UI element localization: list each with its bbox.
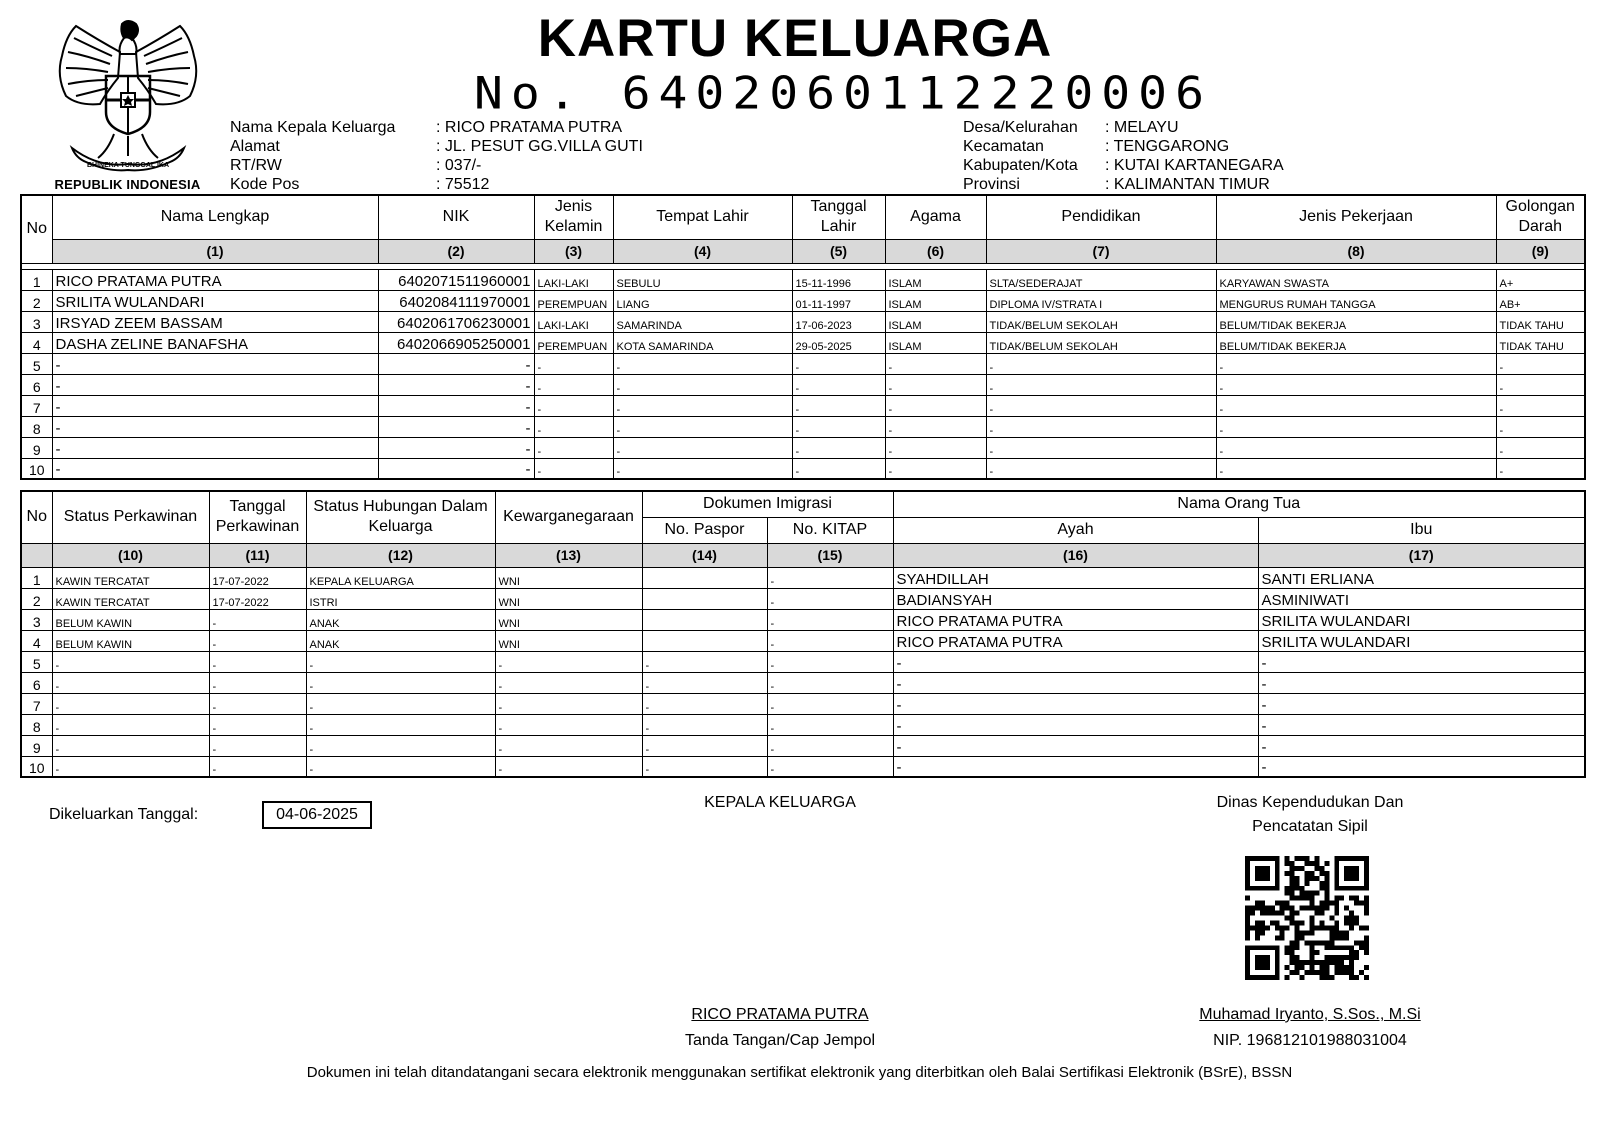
table-cell: - <box>767 609 893 630</box>
table-cell: 5 <box>21 353 52 374</box>
table-cell <box>642 630 767 651</box>
table-cell: - <box>306 735 495 756</box>
table-cell: - <box>306 756 495 777</box>
table-row <box>21 588 1585 609</box>
column-header: Dokumen Imigrasi <box>642 491 893 517</box>
table-cell: - <box>642 756 767 777</box>
table-cell: - <box>378 395 534 416</box>
table-cell: SRILITA WULANDARI <box>1258 630 1585 651</box>
info-row <box>230 118 643 137</box>
table-cell: - <box>885 416 986 437</box>
head-title: KEPALA KELUARGA <box>704 794 856 811</box>
table-cell: - <box>378 416 534 437</box>
table-row <box>21 458 1585 479</box>
table-cell: ISLAM <box>885 311 986 332</box>
column-header: No. KITAP <box>767 517 893 543</box>
column-header: Golongan Darah <box>1496 195 1585 239</box>
table-cell: ISTRI <box>306 588 495 609</box>
table-cell: - <box>893 651 1258 672</box>
table-row <box>21 630 1585 651</box>
table-row <box>21 672 1585 693</box>
info-value: : 037/- <box>436 157 482 174</box>
table-cell: - <box>613 458 792 479</box>
table-cell: SEBULU <box>613 269 792 290</box>
table-cell: 9 <box>21 437 52 458</box>
table-cell: - <box>767 588 893 609</box>
office-line2: Pencatatan Sipil <box>1252 818 1368 835</box>
table-cell: - <box>495 672 642 693</box>
info-value: : TENGGARONG <box>1105 138 1230 155</box>
column-header: Pendidikan <box>986 195 1216 239</box>
emblem-caption: REPUBLIK INDONESIA <box>54 177 201 192</box>
table-row <box>21 311 1585 332</box>
column-header: Tanggal Lahir <box>792 195 885 239</box>
table-cell: - <box>1496 395 1585 416</box>
column-header: Status Perkawinan <box>52 491 209 543</box>
table-cell: 10 <box>21 756 52 777</box>
table-cell: TIDAK TAHU <box>1496 332 1585 353</box>
table-cell: - <box>378 458 534 479</box>
table-cell: - <box>306 672 495 693</box>
table-cell: RICO PRATAMA PUTRA <box>52 269 378 290</box>
table-cell: - <box>893 735 1258 756</box>
head-name: RICO PRATAMA PUTRA <box>691 1006 869 1023</box>
info-label: RT/RW <box>230 157 282 174</box>
table-cell: 8 <box>21 416 52 437</box>
table-cell: ISLAM <box>885 269 986 290</box>
column-number: (11) <box>209 543 306 567</box>
table-cell: - <box>52 714 209 735</box>
table-cell: - <box>1216 395 1496 416</box>
table-cell: PEREMPUAN <box>534 332 613 353</box>
column-number: (1) <box>52 239 378 263</box>
info-label: Nama Kepala Keluarga <box>230 119 396 136</box>
column-header: Agama <box>885 195 986 239</box>
table-cell: - <box>534 374 613 395</box>
official-nip: NIP. 196812101988031004 <box>1213 1032 1407 1049</box>
column-number: (8) <box>1216 239 1496 263</box>
table-cell: - <box>767 693 893 714</box>
info-row <box>963 175 1284 194</box>
table-cell: - <box>534 458 613 479</box>
table-cell: DASHA ZELINE BANAFSHA <box>52 332 378 353</box>
table-row <box>21 395 1585 416</box>
table-cell: TIDAK/BELUM SEKOLAH <box>986 311 1216 332</box>
info-value: : KALIMANTAN TIMUR <box>1105 176 1270 193</box>
table-row <box>21 290 1585 311</box>
column-number: (10) <box>52 543 209 567</box>
table-row <box>21 609 1585 630</box>
table-cell: - <box>495 714 642 735</box>
table-cell <box>642 609 767 630</box>
table-cell: KAWIN TERCATAT <box>52 588 209 609</box>
column-number: (9) <box>1496 239 1585 263</box>
table-cell: - <box>209 630 306 651</box>
table-row <box>21 756 1585 777</box>
emblem-motto: BHINEKA TUNGGAL IKA <box>86 162 170 169</box>
table-cell: - <box>792 416 885 437</box>
table-cell: - <box>986 374 1216 395</box>
table-cell: 7 <box>21 693 52 714</box>
column-header: Ibu <box>1258 517 1585 543</box>
table-cell: 6 <box>21 374 52 395</box>
table-cell: - <box>642 651 767 672</box>
table-cell: - <box>209 672 306 693</box>
column-number: (15) <box>767 543 893 567</box>
table-cell: - <box>209 714 306 735</box>
table-cell: - <box>495 651 642 672</box>
table-cell: - <box>767 756 893 777</box>
table-cell: 29-05-2025 <box>792 332 885 353</box>
table-cell: - <box>792 437 885 458</box>
table-cell: - <box>767 630 893 651</box>
header-row <box>21 195 1585 239</box>
table-cell: - <box>1258 693 1585 714</box>
table-row <box>21 374 1585 395</box>
table-cell: - <box>893 693 1258 714</box>
info-label: Kecamatan <box>963 138 1044 155</box>
column-number: (5) <box>792 239 885 263</box>
table-cell: - <box>1258 672 1585 693</box>
info-value: : JL. PESUT GG.VILLA GUTI <box>436 138 643 155</box>
table-cell: - <box>1216 416 1496 437</box>
info-row <box>963 137 1284 156</box>
table-cell: ANAK <box>306 630 495 651</box>
table-cell: - <box>52 693 209 714</box>
table-cell: - <box>495 693 642 714</box>
info-row <box>230 137 643 156</box>
table-row <box>21 567 1585 588</box>
table-cell: - <box>306 651 495 672</box>
qr-code-icon <box>1245 856 1369 980</box>
table-cell: - <box>209 756 306 777</box>
table-cell: - <box>885 353 986 374</box>
table-cell: - <box>642 714 767 735</box>
table-cell: SAMARINDA <box>613 311 792 332</box>
table-cell: - <box>1258 651 1585 672</box>
table-cell: AB+ <box>1496 290 1585 311</box>
table-cell: - <box>495 756 642 777</box>
status-table <box>20 490 1586 778</box>
table-cell: 2 <box>21 588 52 609</box>
table-cell: - <box>885 437 986 458</box>
table-cell: ISLAM <box>885 290 986 311</box>
table-cell: 15-11-1996 <box>792 269 885 290</box>
table-cell: - <box>986 437 1216 458</box>
table-cell: - <box>1258 714 1585 735</box>
column-number: (3) <box>534 239 613 263</box>
table-cell: - <box>792 353 885 374</box>
table-cell: WNI <box>495 630 642 651</box>
table-cell: 4 <box>21 630 52 651</box>
table-cell: - <box>767 672 893 693</box>
table-cell: - <box>52 374 378 395</box>
table-cell: - <box>209 651 306 672</box>
table-cell: WNI <box>495 588 642 609</box>
official-name: Muhamad Iryanto, S.Sos., M.Si <box>1199 1006 1421 1023</box>
document-title: KARTU KELUARGA <box>537 9 1053 68</box>
table-cell: - <box>534 395 613 416</box>
table-cell: - <box>1496 374 1585 395</box>
table-cell: - <box>52 756 209 777</box>
table-cell <box>642 588 767 609</box>
table-cell: SLTA/SEDERAJAT <box>986 269 1216 290</box>
table-cell: - <box>378 437 534 458</box>
table-cell: - <box>986 353 1216 374</box>
table-cell: - <box>52 416 378 437</box>
table-cell: - <box>613 353 792 374</box>
table-cell: 6402061706230001 <box>378 311 534 332</box>
table-cell: PEREMPUAN <box>534 290 613 311</box>
info-value: : KUTAI KARTANEGARA <box>1105 157 1284 174</box>
table-cell: - <box>52 458 378 479</box>
table-cell: - <box>986 416 1216 437</box>
column-number: (2) <box>378 239 534 263</box>
table-cell: - <box>1258 735 1585 756</box>
table-row <box>21 714 1585 735</box>
table-row <box>21 651 1585 672</box>
table-cell: - <box>893 756 1258 777</box>
table-cell: 9 <box>21 735 52 756</box>
issued-date: 04-06-2025 <box>262 801 372 829</box>
column-number: (13) <box>495 543 642 567</box>
table-cell: 01-11-1997 <box>792 290 885 311</box>
table-cell: BELUM/TIDAK BEKERJA <box>1216 311 1496 332</box>
table-cell: - <box>1496 458 1585 479</box>
info-left <box>230 118 643 194</box>
table-cell: 1 <box>21 269 52 290</box>
table-cell: - <box>893 672 1258 693</box>
column-number-row <box>21 543 1585 567</box>
table-cell: 3 <box>21 311 52 332</box>
table-cell: - <box>1496 353 1585 374</box>
table-cell: - <box>613 374 792 395</box>
table-row <box>21 332 1585 353</box>
table-cell: MENGURUS RUMAH TANGGA <box>1216 290 1496 311</box>
table-cell: - <box>885 395 986 416</box>
table-cell: - <box>378 353 534 374</box>
table-row <box>21 735 1585 756</box>
table-cell: - <box>52 735 209 756</box>
column-header: Tanggal Perkawinan <box>209 491 306 543</box>
table-cell: - <box>209 609 306 630</box>
table-cell: KEPALA KELUARGA <box>306 567 495 588</box>
table-cell: 4 <box>21 332 52 353</box>
table-cell: 6402066905250001 <box>378 332 534 353</box>
table-cell: BELUM KAWIN <box>52 630 209 651</box>
column-header: Nama Lengkap <box>52 195 378 239</box>
table-cell <box>642 567 767 588</box>
table-cell: 6402084111970001 <box>378 290 534 311</box>
column-number-row <box>21 239 1585 263</box>
table-cell: 2 <box>21 290 52 311</box>
table-cell: KOTA SAMARINDA <box>613 332 792 353</box>
table-cell: - <box>986 395 1216 416</box>
table-cell: - <box>1496 437 1585 458</box>
header-row <box>21 491 1585 517</box>
head-caption: Tanda Tangan/Cap Jempol <box>684 1032 876 1049</box>
column-number: (17) <box>1258 543 1585 567</box>
info-label: Kabupaten/Kota <box>963 157 1078 174</box>
office-line1: Dinas Kependudukan Dan <box>1216 794 1404 811</box>
table-row <box>21 269 1585 290</box>
table-cell: A+ <box>1496 269 1585 290</box>
column-header: Status Hubungan Dalam Keluarga <box>306 491 495 543</box>
table-row <box>21 353 1585 374</box>
column-number: (14) <box>642 543 767 567</box>
column-header: Ayah <box>893 517 1258 543</box>
info-label: Kode Pos <box>230 176 300 193</box>
table-cell: - <box>642 672 767 693</box>
table-cell: - <box>893 714 1258 735</box>
table-cell: - <box>1216 374 1496 395</box>
column-number: (12) <box>306 543 495 567</box>
table-cell: ASMINIWATI <box>1258 588 1585 609</box>
info-row <box>230 156 643 175</box>
table-cell: - <box>613 395 792 416</box>
table-cell: - <box>792 395 885 416</box>
table-cell: 6402071511960001 <box>378 269 534 290</box>
column-header: No <box>21 491 52 543</box>
family-card-number: No. 6402060112220006 <box>474 68 1212 120</box>
info-value: : 75512 <box>436 176 490 193</box>
column-number-blank <box>21 543 52 567</box>
table-cell: 10 <box>21 458 52 479</box>
issued-label: Dikeluarkan Tanggal: <box>49 806 199 823</box>
table-cell: - <box>1216 458 1496 479</box>
info-label: Alamat <box>230 138 280 155</box>
table-cell: - <box>306 693 495 714</box>
table-cell: SRILITA WULANDARI <box>52 290 378 311</box>
table-cell: IRSYAD ZEEM BASSAM <box>52 311 378 332</box>
table-cell: - <box>534 353 613 374</box>
table-cell: BELUM/TIDAK BEKERJA <box>1216 332 1496 353</box>
table-cell: KAWIN TERCATAT <box>52 567 209 588</box>
table-cell: BELUM KAWIN <box>52 609 209 630</box>
table-cell: - <box>1496 416 1585 437</box>
table-cell: - <box>792 458 885 479</box>
info-row <box>963 118 1284 137</box>
table-cell: - <box>306 714 495 735</box>
column-header: Nama Orang Tua <box>893 491 1585 517</box>
table-cell: - <box>209 735 306 756</box>
table-cell: - <box>792 374 885 395</box>
table-cell: - <box>495 735 642 756</box>
table-cell: - <box>52 437 378 458</box>
info-label: Desa/Kelurahan <box>963 119 1078 136</box>
info-value: : MELAYU <box>1105 119 1179 136</box>
table-cell: SYAHDILLAH <box>893 567 1258 588</box>
garuda-emblem <box>40 16 215 194</box>
table-cell: - <box>1216 437 1496 458</box>
table-cell: SANTI ERLIANA <box>1258 567 1585 588</box>
table-cell: - <box>767 735 893 756</box>
table-cell: ISLAM <box>885 332 986 353</box>
column-number: (6) <box>885 239 986 263</box>
table-cell: DIPLOMA IV/STRATA I <box>986 290 1216 311</box>
info-row <box>230 175 643 194</box>
table-cell: RICO PRATAMA PUTRA <box>893 609 1258 630</box>
table-cell: WNI <box>495 609 642 630</box>
table-cell: - <box>52 353 378 374</box>
table-cell: - <box>52 672 209 693</box>
table-cell: SRILITA WULANDARI <box>1258 609 1585 630</box>
column-number: (16) <box>893 543 1258 567</box>
table-cell: TIDAK/BELUM SEKOLAH <box>986 332 1216 353</box>
table-cell: - <box>613 416 792 437</box>
info-value: : RICO PRATAMA PUTRA <box>436 119 623 136</box>
table-cell: - <box>613 437 792 458</box>
table-cell: WNI <box>495 567 642 588</box>
info-label: Provinsi <box>963 176 1020 193</box>
column-header: No <box>21 195 52 263</box>
garuda-emblem-icon <box>48 16 208 176</box>
table-cell: 5 <box>21 651 52 672</box>
table-cell: - <box>1216 353 1496 374</box>
table-row <box>21 437 1585 458</box>
table-cell: - <box>52 395 378 416</box>
table-cell: - <box>885 458 986 479</box>
table-cell: - <box>642 735 767 756</box>
table-cell: ANAK <box>306 609 495 630</box>
table-cell: - <box>378 374 534 395</box>
info-right <box>963 118 1284 194</box>
table-cell: RICO PRATAMA PUTRA <box>893 630 1258 651</box>
column-header: Tempat Lahir <box>613 195 792 239</box>
table-cell: 17-06-2023 <box>792 311 885 332</box>
table-cell: - <box>52 651 209 672</box>
table-cell: - <box>767 567 893 588</box>
table-cell: 7 <box>21 395 52 416</box>
column-number: (4) <box>613 239 792 263</box>
table-cell: KARYAWAN SWASTA <box>1216 269 1496 290</box>
table-cell: - <box>986 458 1216 479</box>
table-cell: 17-07-2022 <box>209 588 306 609</box>
member-table <box>20 194 1586 480</box>
table-cell: LIANG <box>613 290 792 311</box>
table-cell: - <box>534 437 613 458</box>
table-row <box>21 416 1585 437</box>
table-cell: 8 <box>21 714 52 735</box>
column-number: (7) <box>986 239 1216 263</box>
table-cell: 17-07-2022 <box>209 567 306 588</box>
info-row <box>963 156 1284 175</box>
column-header: Jenis Pekerjaan <box>1216 195 1496 239</box>
table-cell: - <box>534 416 613 437</box>
table-cell: 6 <box>21 672 52 693</box>
table-cell: 3 <box>21 609 52 630</box>
table-cell: TIDAK TAHU <box>1496 311 1585 332</box>
table-cell: - <box>209 693 306 714</box>
table-cell: - <box>767 651 893 672</box>
table-row <box>21 693 1585 714</box>
table-cell: LAKI-LAKI <box>534 311 613 332</box>
table-cell: - <box>1258 756 1585 777</box>
table-cell: LAKI-LAKI <box>534 269 613 290</box>
table-cell: - <box>642 693 767 714</box>
column-header: NIK <box>378 195 534 239</box>
table-cell: BADIANSYAH <box>893 588 1258 609</box>
footer-note: Dokumen ini telah ditandatangani secara elektronik menggunakan sertifikat elektronik yang diterbitkan oleh Balai Sertifikasi Elektronik (BSrE), BSSN <box>306 1064 1293 1081</box>
column-header: Kewarganegaraan <box>495 491 642 543</box>
table-cell: 1 <box>21 567 52 588</box>
column-header: Jenis Kelamin <box>534 195 613 239</box>
column-header: No. Paspor <box>642 517 767 543</box>
table-cell: - <box>885 374 986 395</box>
table-cell: - <box>767 714 893 735</box>
